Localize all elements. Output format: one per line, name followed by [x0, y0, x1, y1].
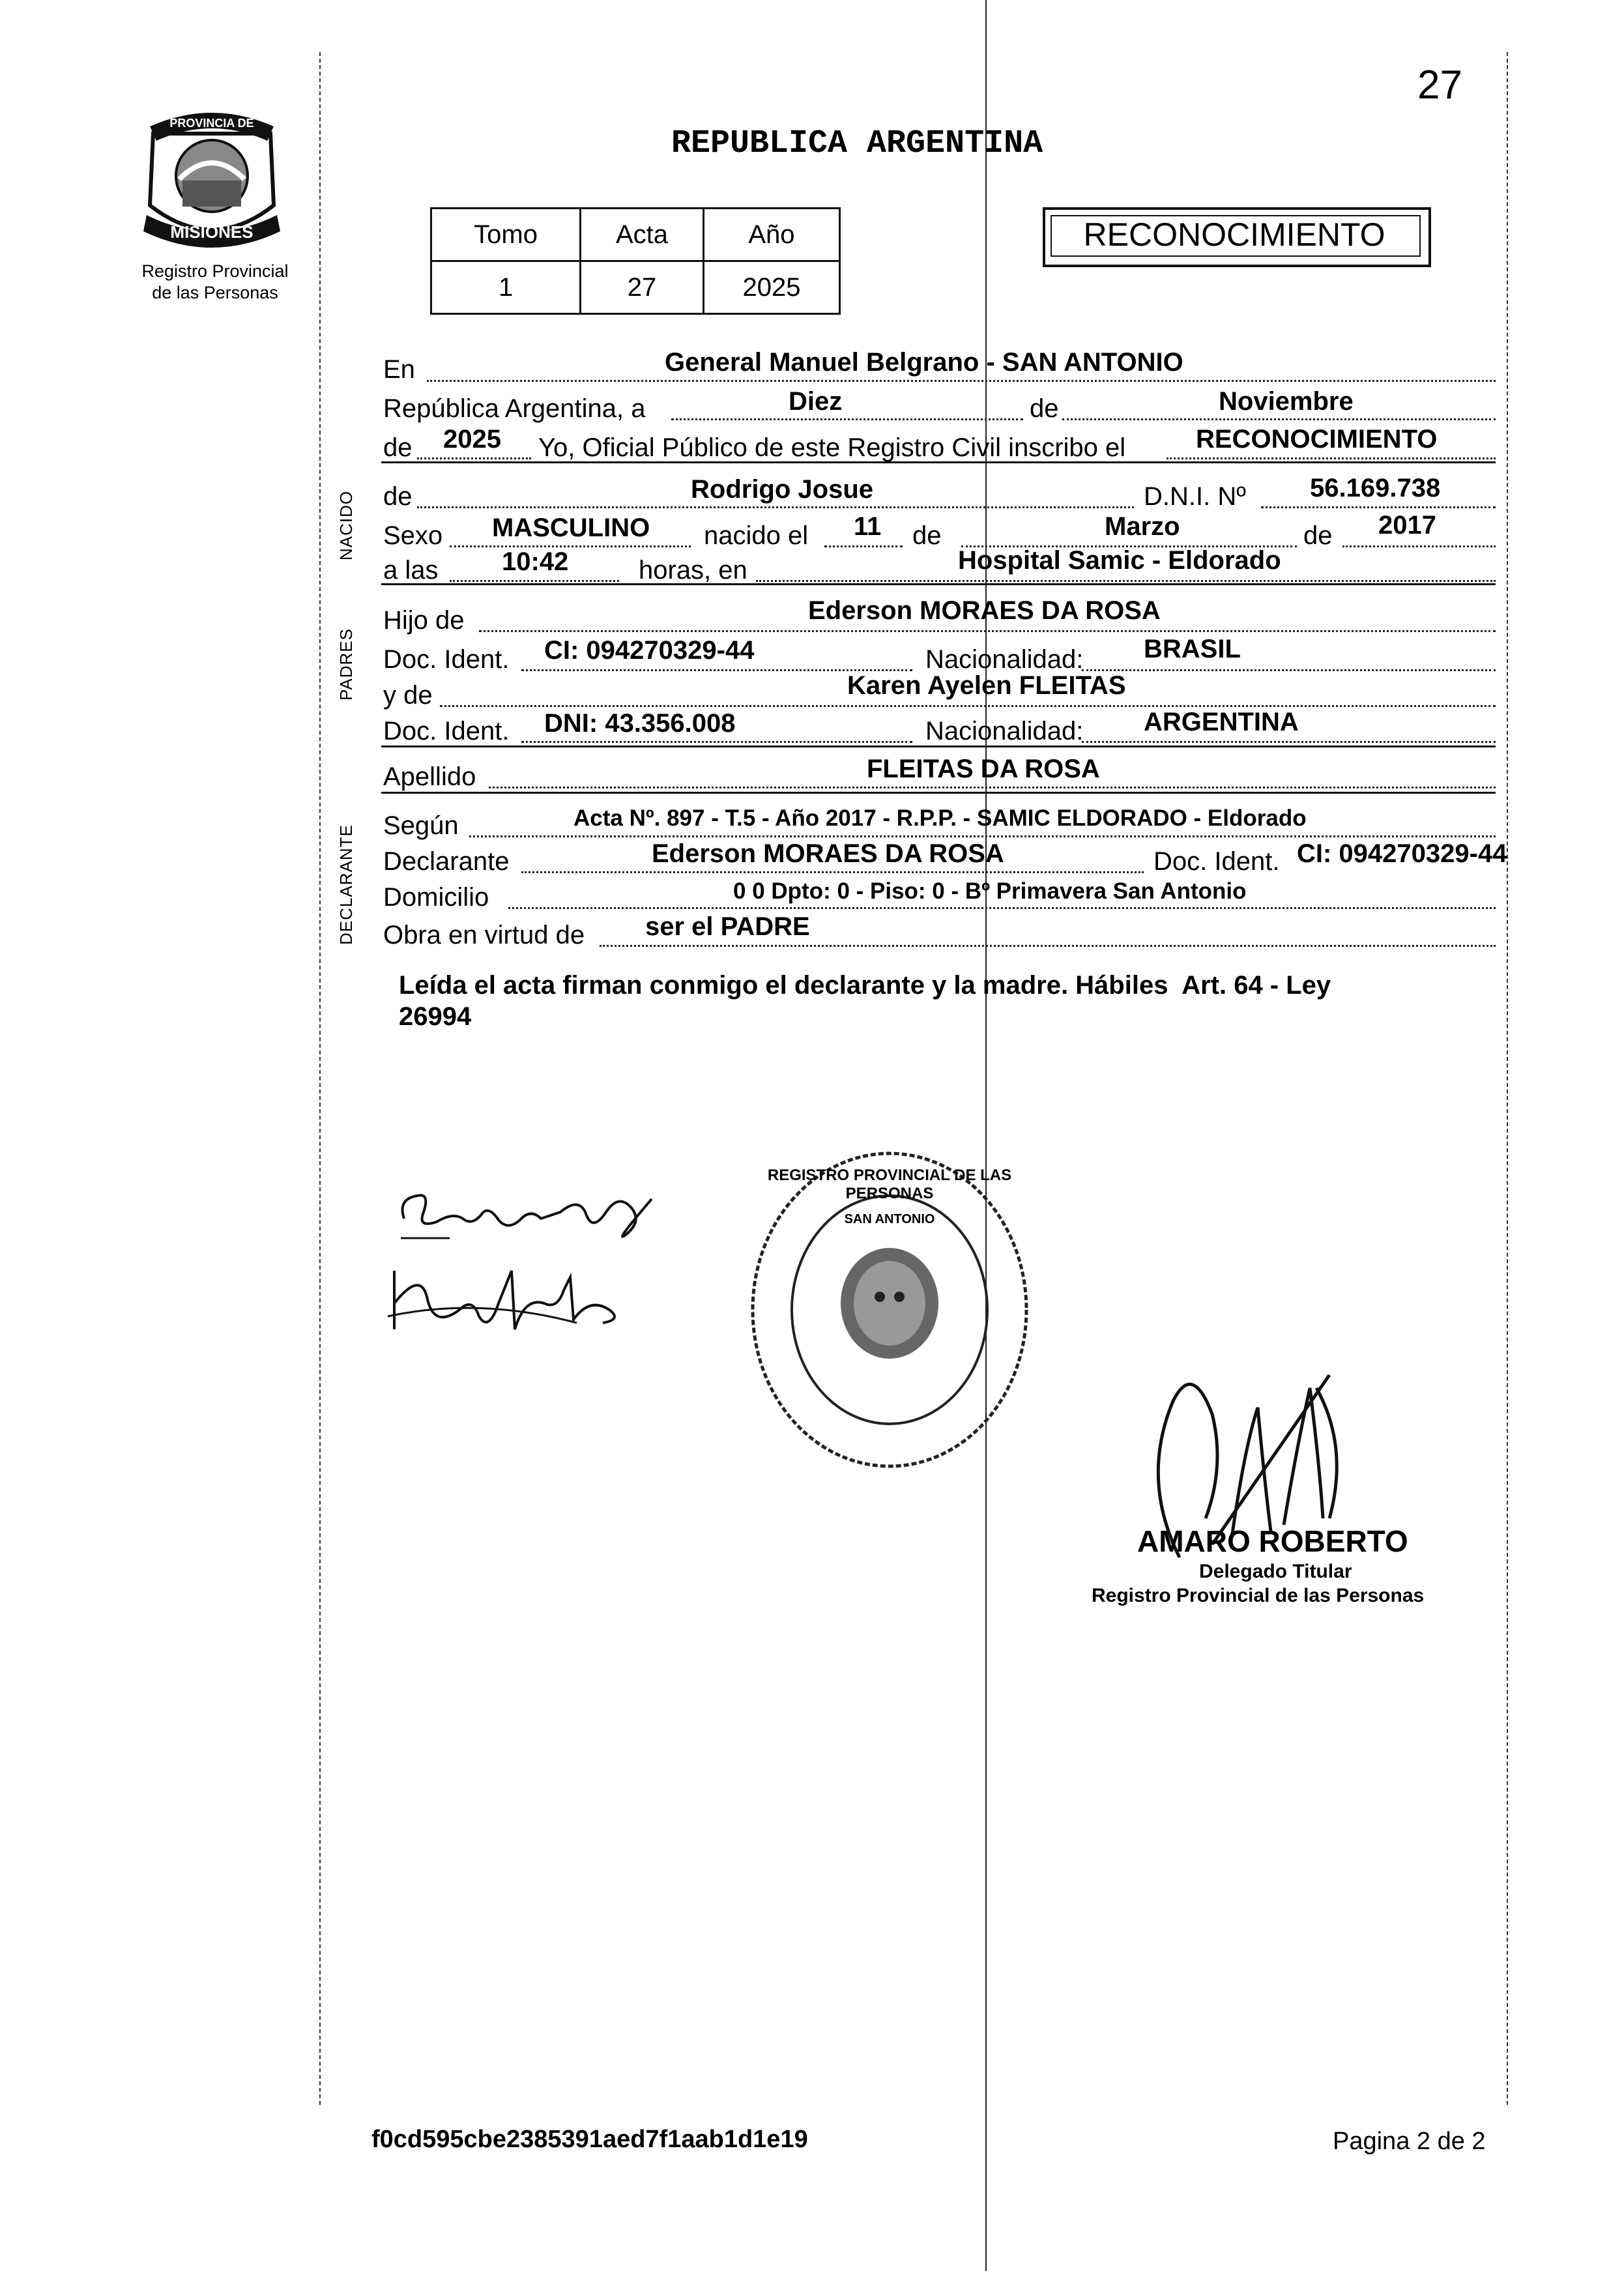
label-y-de: y de	[383, 681, 433, 710]
value-acto: RECONOCIMIENTO	[1196, 425, 1438, 454]
table-value-acta: 27	[581, 261, 704, 314]
value-padre-doc: CI: 094270329-44	[544, 636, 755, 665]
side-label-nacido: NACIDO	[336, 490, 356, 560]
dots-hora	[450, 580, 619, 582]
logo-caption-line1: Registro Provincial	[141, 261, 289, 281]
dots-madre-doc	[521, 741, 912, 743]
dots-segun	[469, 835, 1496, 837]
dots-dni	[1261, 506, 1496, 508]
dots-acto	[1167, 457, 1496, 459]
act-index-table	[430, 207, 841, 315]
table-value-anio: 2025	[703, 261, 839, 314]
value-nombre: Rodrigo Josue	[691, 475, 874, 504]
table-header-tomo: Tomo	[431, 209, 581, 261]
footer-hash: f0cd595cbe2385391aed7f1aab1d1e19	[371, 2126, 808, 2153]
dots-en	[427, 380, 1496, 382]
official-office: Registro Provincial de las Personas	[1092, 1585, 1425, 1606]
value-madre-doc: DNI: 43.356.008	[544, 709, 736, 738]
side-label-padres: PADRES	[336, 628, 356, 701]
center-fold-line	[985, 0, 987, 2271]
value-obra: ser el PADRE	[645, 912, 810, 941]
signature-declarante	[391, 1173, 665, 1251]
separator-2	[381, 583, 1496, 585]
value-padre: Ederson MORAES DA ROSA	[808, 596, 1161, 625]
dots-domicilio	[508, 907, 1496, 909]
closing-text	[399, 970, 1468, 1032]
value-anio: 2025	[443, 425, 501, 454]
signature-madre	[381, 1258, 629, 1342]
right-margin-line	[1507, 52, 1508, 2105]
value-domicilio: 0 0 Dpto: 0 - Piso: 0 - Bº Primavera San Antonio	[733, 878, 1247, 904]
value-nac-mes: Marzo	[1105, 512, 1180, 541]
label-hijo-de: Hijo de	[383, 606, 465, 635]
document-title: REPUBLICA ARGENTINA	[671, 125, 1043, 162]
svg-text:MISIONES: MISIONES	[170, 222, 254, 242]
dots-anio	[417, 457, 531, 459]
signature-madre-drawing	[381, 1258, 629, 1342]
dots-dia	[671, 418, 1023, 420]
label-de-anio: de	[383, 433, 413, 462]
label-a-las: a las	[383, 556, 439, 585]
dots-mes	[1062, 418, 1496, 420]
dots-madre-nac	[1082, 741, 1496, 743]
label-sexo: Sexo	[383, 521, 443, 550]
seal-outer-text: REGISTRO PROVINCIAL DE LAS PERSONAS	[767, 1166, 1012, 1202]
dots-apellido	[489, 787, 1496, 788]
value-madre-nac: ARGENTINA	[1144, 708, 1299, 736]
official-name: AMARO ROBERTO	[1137, 1524, 1408, 1558]
label-segun: Según	[383, 811, 459, 840]
dots-padre-nac	[1082, 669, 1496, 671]
value-declarante: Ederson MORAES DA ROSA	[652, 839, 1004, 868]
dots-declarante	[521, 871, 1144, 873]
value-lugar-nac: Hospital Samic - Eldorado	[958, 546, 1281, 575]
label-republica: República Argentina, a	[383, 394, 646, 423]
logo-caption-line2: de las Personas	[152, 283, 278, 302]
dots-lugar-nac	[756, 580, 1496, 582]
label-nacido-el: nacido el	[704, 521, 809, 550]
province-shield-icon	[134, 108, 290, 254]
value-declarante-doc: CI: 094270329-44	[1297, 839, 1507, 868]
value-mes: Noviembre	[1219, 387, 1354, 416]
value-lugar: General Manuel Belgrano - SAN ANTONIO	[665, 348, 1183, 377]
value-sexo: MASCULINO	[492, 514, 650, 542]
label-nac-madre: Nacionalidad:	[925, 717, 1084, 745]
table-value-tomo: 1	[431, 261, 581, 314]
dots-sexo	[450, 545, 691, 547]
dots-nac-dia	[824, 545, 903, 547]
separator-4	[381, 792, 1496, 794]
value-apellido: FLEITAS DA ROSA	[867, 755, 1100, 783]
value-nac-anio: 2017	[1378, 511, 1436, 540]
label-de-mes: de	[1030, 394, 1059, 423]
label-de-nac-mes: de	[912, 521, 942, 550]
dots-obra	[600, 945, 1496, 947]
page-number: 27	[1417, 63, 1462, 108]
table-header-anio: Año	[703, 209, 839, 261]
label-de-nombre: de	[383, 482, 413, 511]
label-doc-declarante: Doc. Ident.	[1153, 847, 1280, 876]
left-margin-line	[319, 52, 321, 2105]
label-apellido: Apellido	[383, 762, 476, 791]
label-nac-padre: Nacionalidad:	[925, 645, 1084, 674]
svg-text:PROVINCIA DE: PROVINCIA DE	[169, 117, 254, 130]
label-yo: Yo, Oficial Público de este Registro Civil inscribo el	[538, 433, 1126, 462]
label-dni: D.N.I. Nº	[1144, 482, 1246, 511]
signature-declarante-drawing	[391, 1173, 665, 1251]
logo-caption	[104, 261, 326, 304]
dots-padre	[479, 630, 1496, 632]
side-label-declarante: DECLARANTE	[336, 824, 356, 945]
value-padre-nac: BRASIL	[1144, 635, 1241, 663]
dots-madre	[440, 705, 1496, 707]
closing-line-2: 26994	[399, 1002, 472, 1031]
label-obra: Obra en virtud de	[383, 921, 585, 949]
label-declarante: Declarante	[383, 847, 510, 876]
act-type: RECONOCIMIENTO	[1083, 216, 1385, 253]
label-doc-madre: Doc. Ident.	[383, 717, 510, 745]
label-doc-padre: Doc. Ident.	[383, 645, 510, 674]
footer-page: Pagina 2 de 2	[1333, 2128, 1486, 2155]
seal-inner-text: SAN ANTONIO	[844, 1212, 935, 1226]
value-hora: 10:42	[502, 547, 569, 576]
label-domicilio: Domicilio	[383, 883, 489, 912]
table-header-acta: Acta	[581, 209, 704, 261]
label-de-nac-anio: de	[1303, 521, 1333, 550]
label-en: En	[383, 355, 415, 384]
province-logo	[134, 108, 290, 254]
value-dia: Diez	[789, 387, 843, 416]
closing-line-1: Leída el acta firman conmigo el declarante y la madre. Hábiles Art. 64 - Ley	[399, 971, 1331, 1000]
dots-nac-anio	[1342, 545, 1496, 547]
value-nac-dia: 11	[854, 512, 882, 541]
official-role: Delegado Titular	[1199, 1561, 1352, 1582]
value-madre: Karen Ayelen FLEITAS	[847, 671, 1126, 700]
value-segun: Acta Nº. 897 - T.5 - Año 2017 - R.P.P. - SAMIC ELDORADO - Eldorado	[573, 805, 1307, 831]
label-horas-en: horas, en	[639, 556, 747, 585]
value-dni: 56.169.738	[1310, 474, 1441, 502]
dots-nombre	[417, 506, 1134, 508]
